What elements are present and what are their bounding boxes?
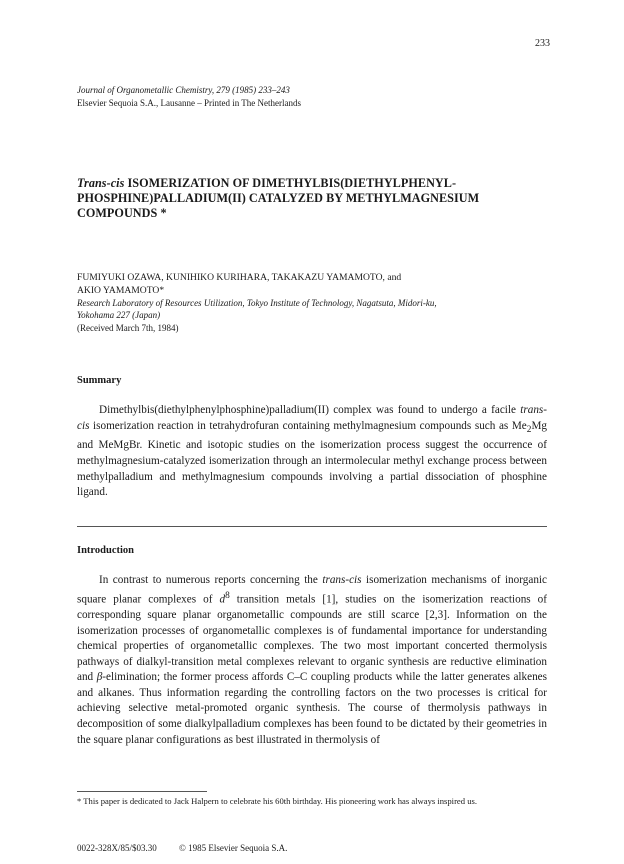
intro-text-4: -elimination; the former process affords C–C coupling products while the latter generates alkenes and alkanes. Thus information regarding the controlling factors on the two processes is critical for achieving selective metal-promoted organic synthesis. The course of thermolysis pathways in decomposition of some dialkylpalladium complexes has been found to be dictated by their geometries in the square planar configurations as best illustrated in thermolysis of — [77, 671, 547, 746]
intro-italic-d: d — [219, 593, 226, 606]
received-date: (Received March 7th, 1984) — [77, 323, 179, 333]
page-number: 233 — [535, 38, 550, 49]
intro-text-2: isomerization mechanisms of inorganic square planar complexes of — [77, 574, 547, 606]
summary-text-2: isomerization reaction in tetrahydrofuran containing methylmagnesium compounds such as Me — [89, 419, 527, 432]
page-footer — [77, 843, 307, 853]
summary-text-3: Mg and MeMgBr. Kinetic and isotopic studies on the isomerization process suggest the occurrence of methylmagnesium-catalyzed isomerization through an intermolecular methyl exchange process between methylpalladium and methylmagnesium compounds involving a partial dissociation of phosphine ligand. — [77, 419, 547, 499]
summary-italic-trans-cis: trans-cis — [77, 404, 547, 432]
authors-line-2: AKIO YAMAMOTO* — [77, 285, 165, 296]
authors-line-1: FUMIYUKI OZAWA, KUNIHIKO KURIHARA, TAKAKAZU YAMAMOTO, and — [77, 272, 402, 283]
affiliation-line-1: Research Laboratory of Resources Utilization, Tokyo Institute of Technology, Nagatsuta, Midori-ku, — [77, 298, 437, 308]
summary-paragraph — [77, 403, 547, 501]
footnote: * This paper is dedicated to Jack Halpern to celebrate his 60th birthday. His pioneering work has always inspired us. — [77, 796, 477, 806]
intro-beta: β — [96, 671, 103, 684]
introduction-heading: Introduction — [77, 545, 134, 556]
journal-citation: Journal of Organometallic Chemistry, 279 (1985) 233–243 — [77, 85, 290, 95]
title-text: ISOMERIZATION OF DIMETHYLBIS(DIETHYLPHENYL-PHOSPHINE)PALLADIUM(II) CATALYZED BY METHYLMAGNESIUM COMPOUNDS * — [77, 176, 480, 220]
introduction-paragraph — [77, 573, 547, 748]
title-italic-prefix: Trans-cis — [77, 176, 125, 190]
journal-info — [77, 84, 301, 110]
footer-code: 0022-328X/85/$03.30 — [77, 843, 157, 853]
intro-italic-trans-cis: trans-cis — [322, 574, 362, 586]
footer-copyright: © 1985 Elsevier Sequoia S.A. — [179, 843, 288, 853]
journal-publisher: Elsevier Sequoia S.A., Lausanne – Printed in The Netherlands — [77, 98, 302, 108]
intro-text-1: In contrast to numerous reports concerning the — [99, 574, 323, 586]
summary-rule — [77, 526, 547, 527]
affiliation — [77, 297, 557, 321]
affiliation-line-2: Yokohama 227 (Japan) — [77, 310, 161, 320]
summary-heading: Summary — [77, 375, 122, 386]
footnote-rule — [77, 791, 207, 792]
authors — [77, 271, 557, 297]
summary-text-1: Dimethylbis(diethylphenylphosphine)palladium(II) complex was found to undergo a facile — [99, 404, 521, 416]
summary-subscript: 2 — [526, 424, 532, 435]
paper-title — [77, 176, 557, 221]
intro-text-3: transition metals [1], studies on the isomerization reactions of corresponding square planar organometallic compounds are still scarce [2,3]. Information on the isomerization processes of organometallic complexes is of fundamental importance for understanding chemical properties of organometallic complexes. The two most important concerted thermolysis pathways of dialkyl-transition metal complexes relevant to organic synthesis are reductive elimination and — [77, 593, 548, 684]
intro-superscript: 8 — [225, 590, 230, 601]
